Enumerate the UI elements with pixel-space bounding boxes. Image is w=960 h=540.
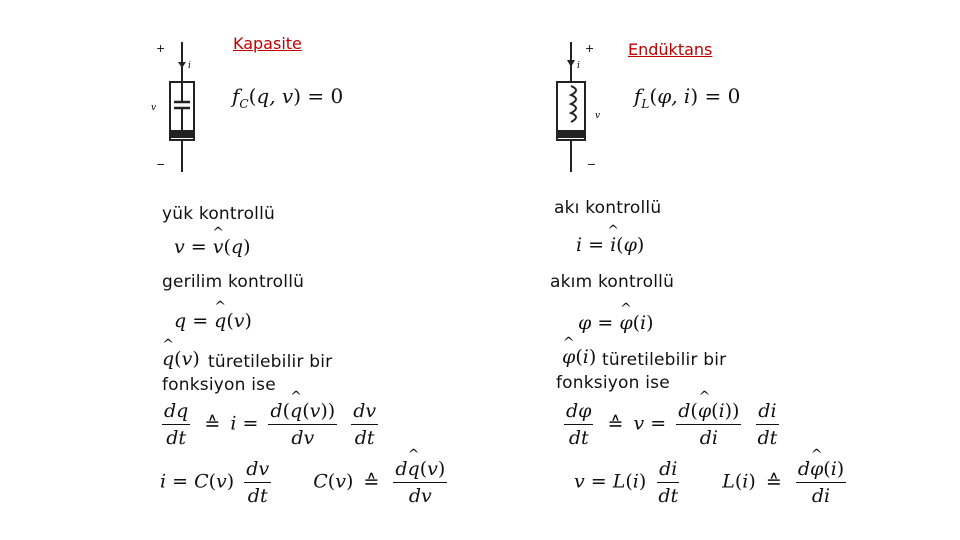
capacitor-symbol	[148, 40, 198, 175]
inductor-diff-line1: türetilebilir bir	[602, 350, 727, 370]
minus-sign: −	[156, 158, 166, 171]
voltage-label: v	[151, 103, 157, 113]
current-controlled-eq: φ = ^ φ(i)	[578, 312, 654, 334]
inductor-diff-line2: fonksiyon ise	[556, 373, 670, 393]
voltage-controlled-eq: q = ^ q(v)	[174, 310, 252, 332]
current-controlled-label: akım kontrollü	[550, 272, 675, 292]
inductor-relation: $f_L(\varphi$, i) = 0	[634, 84, 741, 111]
flux-controlled-eq: i = ^ i(φ)	[576, 234, 644, 256]
capacitor-derivation: $\frac{dq}{dt}$ ≙ i = $\frac{d(\^{} q(v))}{dv}$ $\frac{dv}{dt}$	[158, 400, 382, 449]
inductor-title: Endüktans	[628, 40, 713, 59]
inductor-symbol	[545, 40, 605, 175]
inductor-result: v = L(i) $\frac{di}{dt}$ L(i) ≙ $\frac{d\^{} \varphi(i)}{di}$	[574, 458, 850, 507]
inductor-derivation: $\frac{d\varphi}{dt}$ ≙ v = $\frac{d(\^{} \varphi(i))}{di}$ $\frac{di}{dt}$	[560, 400, 783, 449]
voltage-controlled-label: gerilim kontrollü	[162, 272, 305, 292]
capacitor-result: i = C(v) $\frac{dv}{dt}$ C(v) ≙ $\frac{d\^{} q(v)}{dv}$	[160, 458, 451, 507]
minus-sign: −	[587, 158, 597, 171]
current-label: i	[188, 61, 191, 71]
flux-controlled-label: akı kontrollü	[554, 198, 662, 218]
capacitor-func: ^ q(v)	[162, 348, 200, 370]
charge-controlled-eq: v = ^ v(q)	[174, 236, 251, 258]
capacitor-diff-line2: fonksiyon ise	[162, 375, 276, 395]
charge-controlled-label: yük kontrollü	[162, 204, 276, 224]
inductor-func: ^ φ(i)	[562, 346, 596, 368]
capacitor-relation: $f_C(q$, v) = 0	[232, 84, 344, 111]
plus-sign: +	[585, 42, 595, 55]
voltage-label: v	[595, 111, 601, 121]
current-label: i	[577, 61, 580, 71]
plus-sign: +	[156, 42, 166, 55]
capacitor-title: Kapasite	[233, 34, 302, 53]
capacitor-diff-line1: türetilebilir bir	[208, 352, 333, 372]
